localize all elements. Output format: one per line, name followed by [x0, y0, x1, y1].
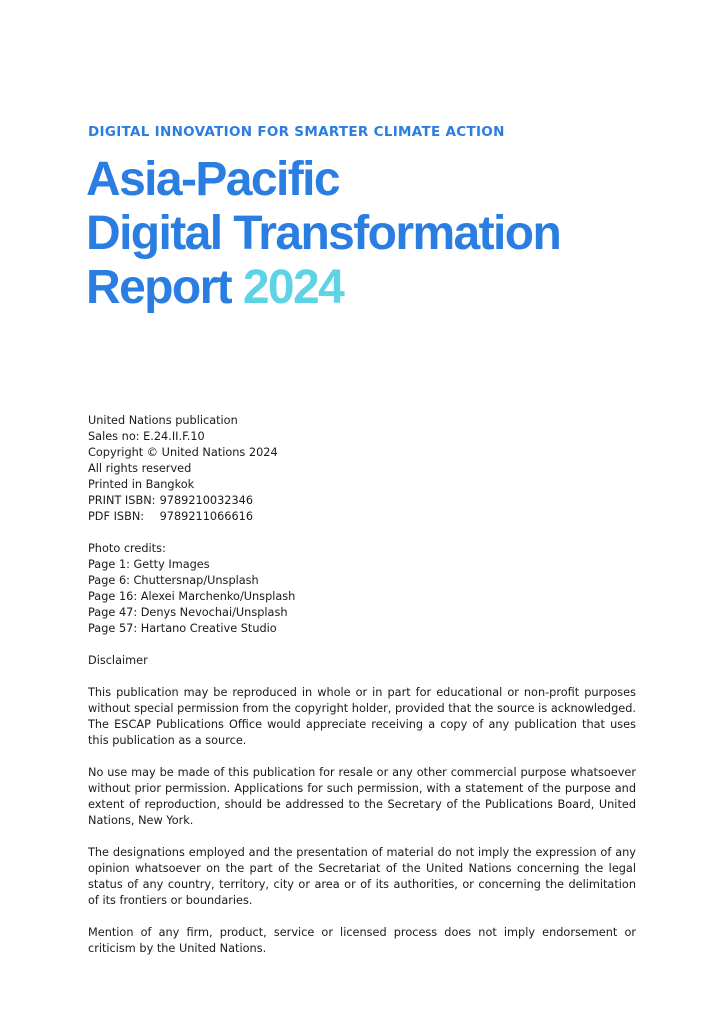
title-line-1: Asia-Pacific [86, 153, 339, 206]
publication-info [88, 413, 278, 525]
photo-credit-item: Page 1: Getty Images [88, 558, 210, 571]
disclaimer-paragraph: This publication may be reproduced in whole or in part for educational or non-profit purposes without special permission from the copyright holder, provided that the source is acknowledged. The ESCAP Publications Office would appreciate receiving a copy of any publication that uses this publication as a source. [88, 686, 636, 747]
print-isbn-label: PRINT ISBN: [88, 494, 156, 507]
title-report-word: Report [86, 261, 232, 314]
disclaimer-paragraph: No use may be made of this publication for resale or any other commercial purpose whatsoever without prior permission. Applications for such permission, with a statement of the purpose and extent of reproduction, should be addressed to the Secretary of the Publications Board, United Nations, New York. [88, 766, 636, 827]
photo-credits [88, 541, 295, 637]
pdf-isbn-row [88, 509, 278, 525]
disclaimer-paragraph: Mention of any firm, product, service or licensed process does not imply endorsement or criticism by the United Nations. [88, 926, 636, 955]
disclaimer-paragraph: The designations employed and the presentation of material do not imply the expression of any opinion whatsoever on the part of the Secretariat of the United Nations concerning the legal status of any country, territory, city or area or of its authorities, or concerning the delimitation of its frontiers or boundaries. [88, 846, 636, 907]
publication-type: United Nations publication [88, 414, 238, 427]
pdf-isbn-value: 9789211066616 [159, 510, 254, 523]
title-year: 2024 [242, 261, 344, 314]
report-kicker: DIGITAL INNOVATION FOR SMARTER CLIMATE ACTION [88, 124, 505, 140]
photo-credit-item: Page 6: Chuttersnap/Unsplash [88, 574, 259, 587]
photo-credit-item: Page 47: Denys Nevochai/Unsplash [88, 606, 288, 619]
rights-line: All rights reserved [88, 462, 192, 475]
photo-credits-heading: Photo credits: [88, 542, 166, 555]
copyright-line: Copyright © United Nations 2024 [88, 446, 278, 459]
title-line-2: Digital Transformation [86, 207, 561, 260]
title-line-3 [86, 261, 560, 315]
printed-line: Printed in Bangkok [88, 478, 195, 491]
photo-credit-item: Page 16: Alexei Marchenko/Unsplash [88, 590, 296, 603]
sales-number: Sales no: E.24.II.F.10 [88, 430, 205, 443]
photo-credit-item: Page 57: Hartano Creative Studio [88, 622, 277, 635]
report-title [86, 153, 560, 315]
pdf-isbn-label: PDF ISBN: [88, 510, 145, 523]
print-isbn-value: 9789210032346 [159, 494, 254, 507]
print-isbn-row [88, 493, 278, 509]
disclaimer-heading: Disclaimer [88, 654, 148, 667]
